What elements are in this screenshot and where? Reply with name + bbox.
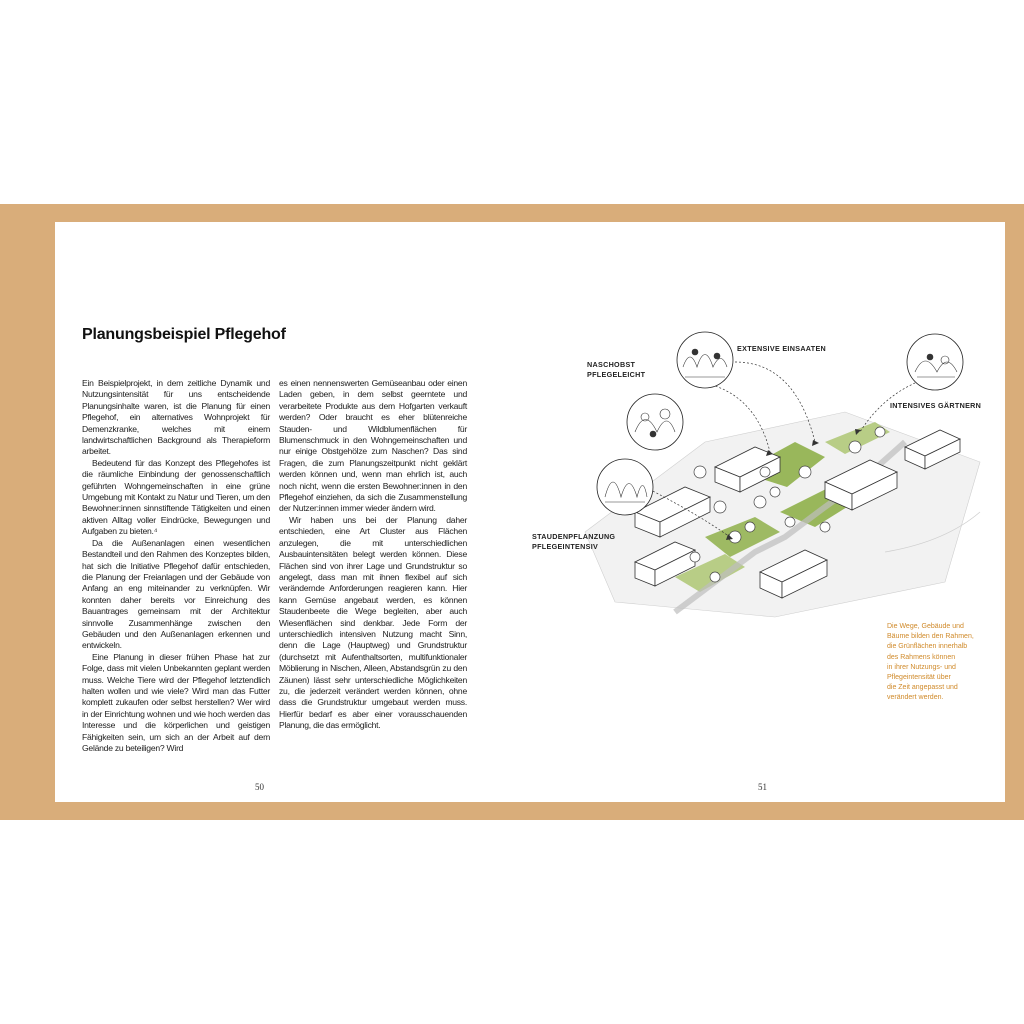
paragraph: es einen nennenswerten Gemüseanbau oder einen Laden geben, in dem selbst geerntete und verarbeitete Produkte aus dem Hofgarten verkauft werden? Oder braucht es eher blütenreiche Stauden- und Wildblumenflächen für Blumenschmuck in den Wohngemeinschaften und nur einige Obstgehölze zum Naschen? Das sind Fragen, die zum Planungszeitpunkt nicht geklärt werden können und, wenn man ehrlich ist, auch noch nicht, wenn die ersten Bewohner:innen in den Pflegehof einziehen, da sich die Zusammenstellung der Nutzer:innen immer wieder ändern wird. [279, 378, 467, 514]
paragraph: Ein Beispielprojekt, in dem zeitliche Dynamik und Nutzungsintensität für uns entscheidende Planungsinhalte waren, ist die Planung für einen Pflegehof, ein alternatives Wohnprojekt für Demenzkranke, welches mit einem landwirtschaftlichen Background als Therapieform arbeitet. [82, 378, 270, 457]
caption-line: verändert werden. [887, 694, 944, 702]
paragraph: Eine Planung in dieser frühen Phase hat zur Folge, dass mit vielen Unbekannten geplant werden muss. Welche Tiere wird der Pflegehof letztendlich halten wollen und wie viele? Wird man das Futter komplett zukaufen oder selbst herstellen? Wer wird in der Einrichtung wohnen und wie hoch werden das Interesse und die körperlichen und geistigen Fähigkeiten sein, um sich an der Arbeit auf dem Gelände zu beteiligen? Wird [82, 651, 270, 753]
page-number-right: 51 [758, 782, 767, 792]
caption-line: Bäume bilden den Rahmen, [887, 633, 974, 641]
caption-line: des Rahmens können [887, 653, 956, 661]
label-naschobst [587, 360, 645, 380]
label-intensives-gaertnern: INTENSIVES GÄRTNERN [890, 401, 982, 410]
figure-caption [887, 622, 997, 704]
paragraph: Da die Außenanlagen einen wesentlichen Bestandteil und den Rahmen des Konzeptes bilden, hat sich die Initiative Pflegehof dafür entschieden, die Planung der Freianlagen und der Gebäude von Anfang an eng miteinander zu verknüpfen. Wir konnten daher bereits vor Einreichung des Bauantrages gemeinsam mit der Architektur sinnvolle Zusammenhänge zwischen den Gebäuden und den Außenanlagen erkennen und entwickeln. [82, 537, 270, 651]
caption-line: die Grünflächen innerhalb [887, 643, 968, 651]
label-extensive-einsaaten: EXTENSIVE EINSAATEN [737, 344, 827, 353]
text-column-right [279, 378, 467, 732]
caption-line: die Zeit angepasst und [887, 684, 958, 692]
label-line: PFLEGEINTENSIV [532, 542, 599, 551]
label-line: STAUDENPFLANZUNG [532, 532, 616, 541]
caption-line: in ihrer Nutzungs- und [887, 663, 956, 671]
page-number-left: 50 [255, 782, 264, 792]
label-staudenpflanzung [532, 532, 615, 552]
paragraph: Bedeutend für das Konzept des Pflegehofes ist die räumliche Einbindung der genossenschaftlich geführten Wohngemeinschaften in eine grüne Umgebung mit Kontakt zu Natur und Tieren, um den Bewohner:innen sinnstiftende Tätigkeiten und einen aktiven Alltag voller Eindrücke, Bewegungen und Aufgaben zu bieten.⁴ [82, 457, 270, 537]
caption-line: Pflegeintensität über [887, 674, 951, 682]
caption-line: Die Wege, Gebäude und [887, 623, 964, 630]
paragraph: Wir haben uns bei der Planung daher entschieden, eine Art Cluster aus Flächen anzulegen, die mit unterschiedlichen Ausbauintensitäten belegt werden können. Diese Flächen sind von ihrer Lage und Grundstruktur so angelegt, dass man mit ihnen flexibel auf sich verändernde Anforderungen reagieren kann. Hier kann Gemüse angebaut werden, es können Staudenbeete die Wege begleiten, aber auch Wiesenflächen sind denkbar. Jede Form der unterschiedlich intensiven Nutzung macht Sinn, denn die Lage (Hauptweg) und Grundstruktur (durchsetzt mit Aufenthaltsorten, multifunktionaler Möblierung in Nischen, Alleen, Abstandsgrün zu den Zäunen) lässt sehr unterschiedliche Möglichkeiten zu, die jederzeit verändert werden können, ohne dass die Grundstruktur umgebaut werden muss. Hierfür bedarf es aber einer vorausschauenden Planung, die das ermöglicht. [279, 514, 467, 731]
site-plan-illustration [525, 322, 990, 622]
label-line: NASCHOBST [587, 360, 636, 369]
text-column-left [82, 378, 270, 754]
book-spread [55, 222, 1005, 802]
page-title: Planungsbeispiel Pflegehof [82, 326, 286, 343]
label-line: PFLEGELEICHT [587, 370, 646, 379]
